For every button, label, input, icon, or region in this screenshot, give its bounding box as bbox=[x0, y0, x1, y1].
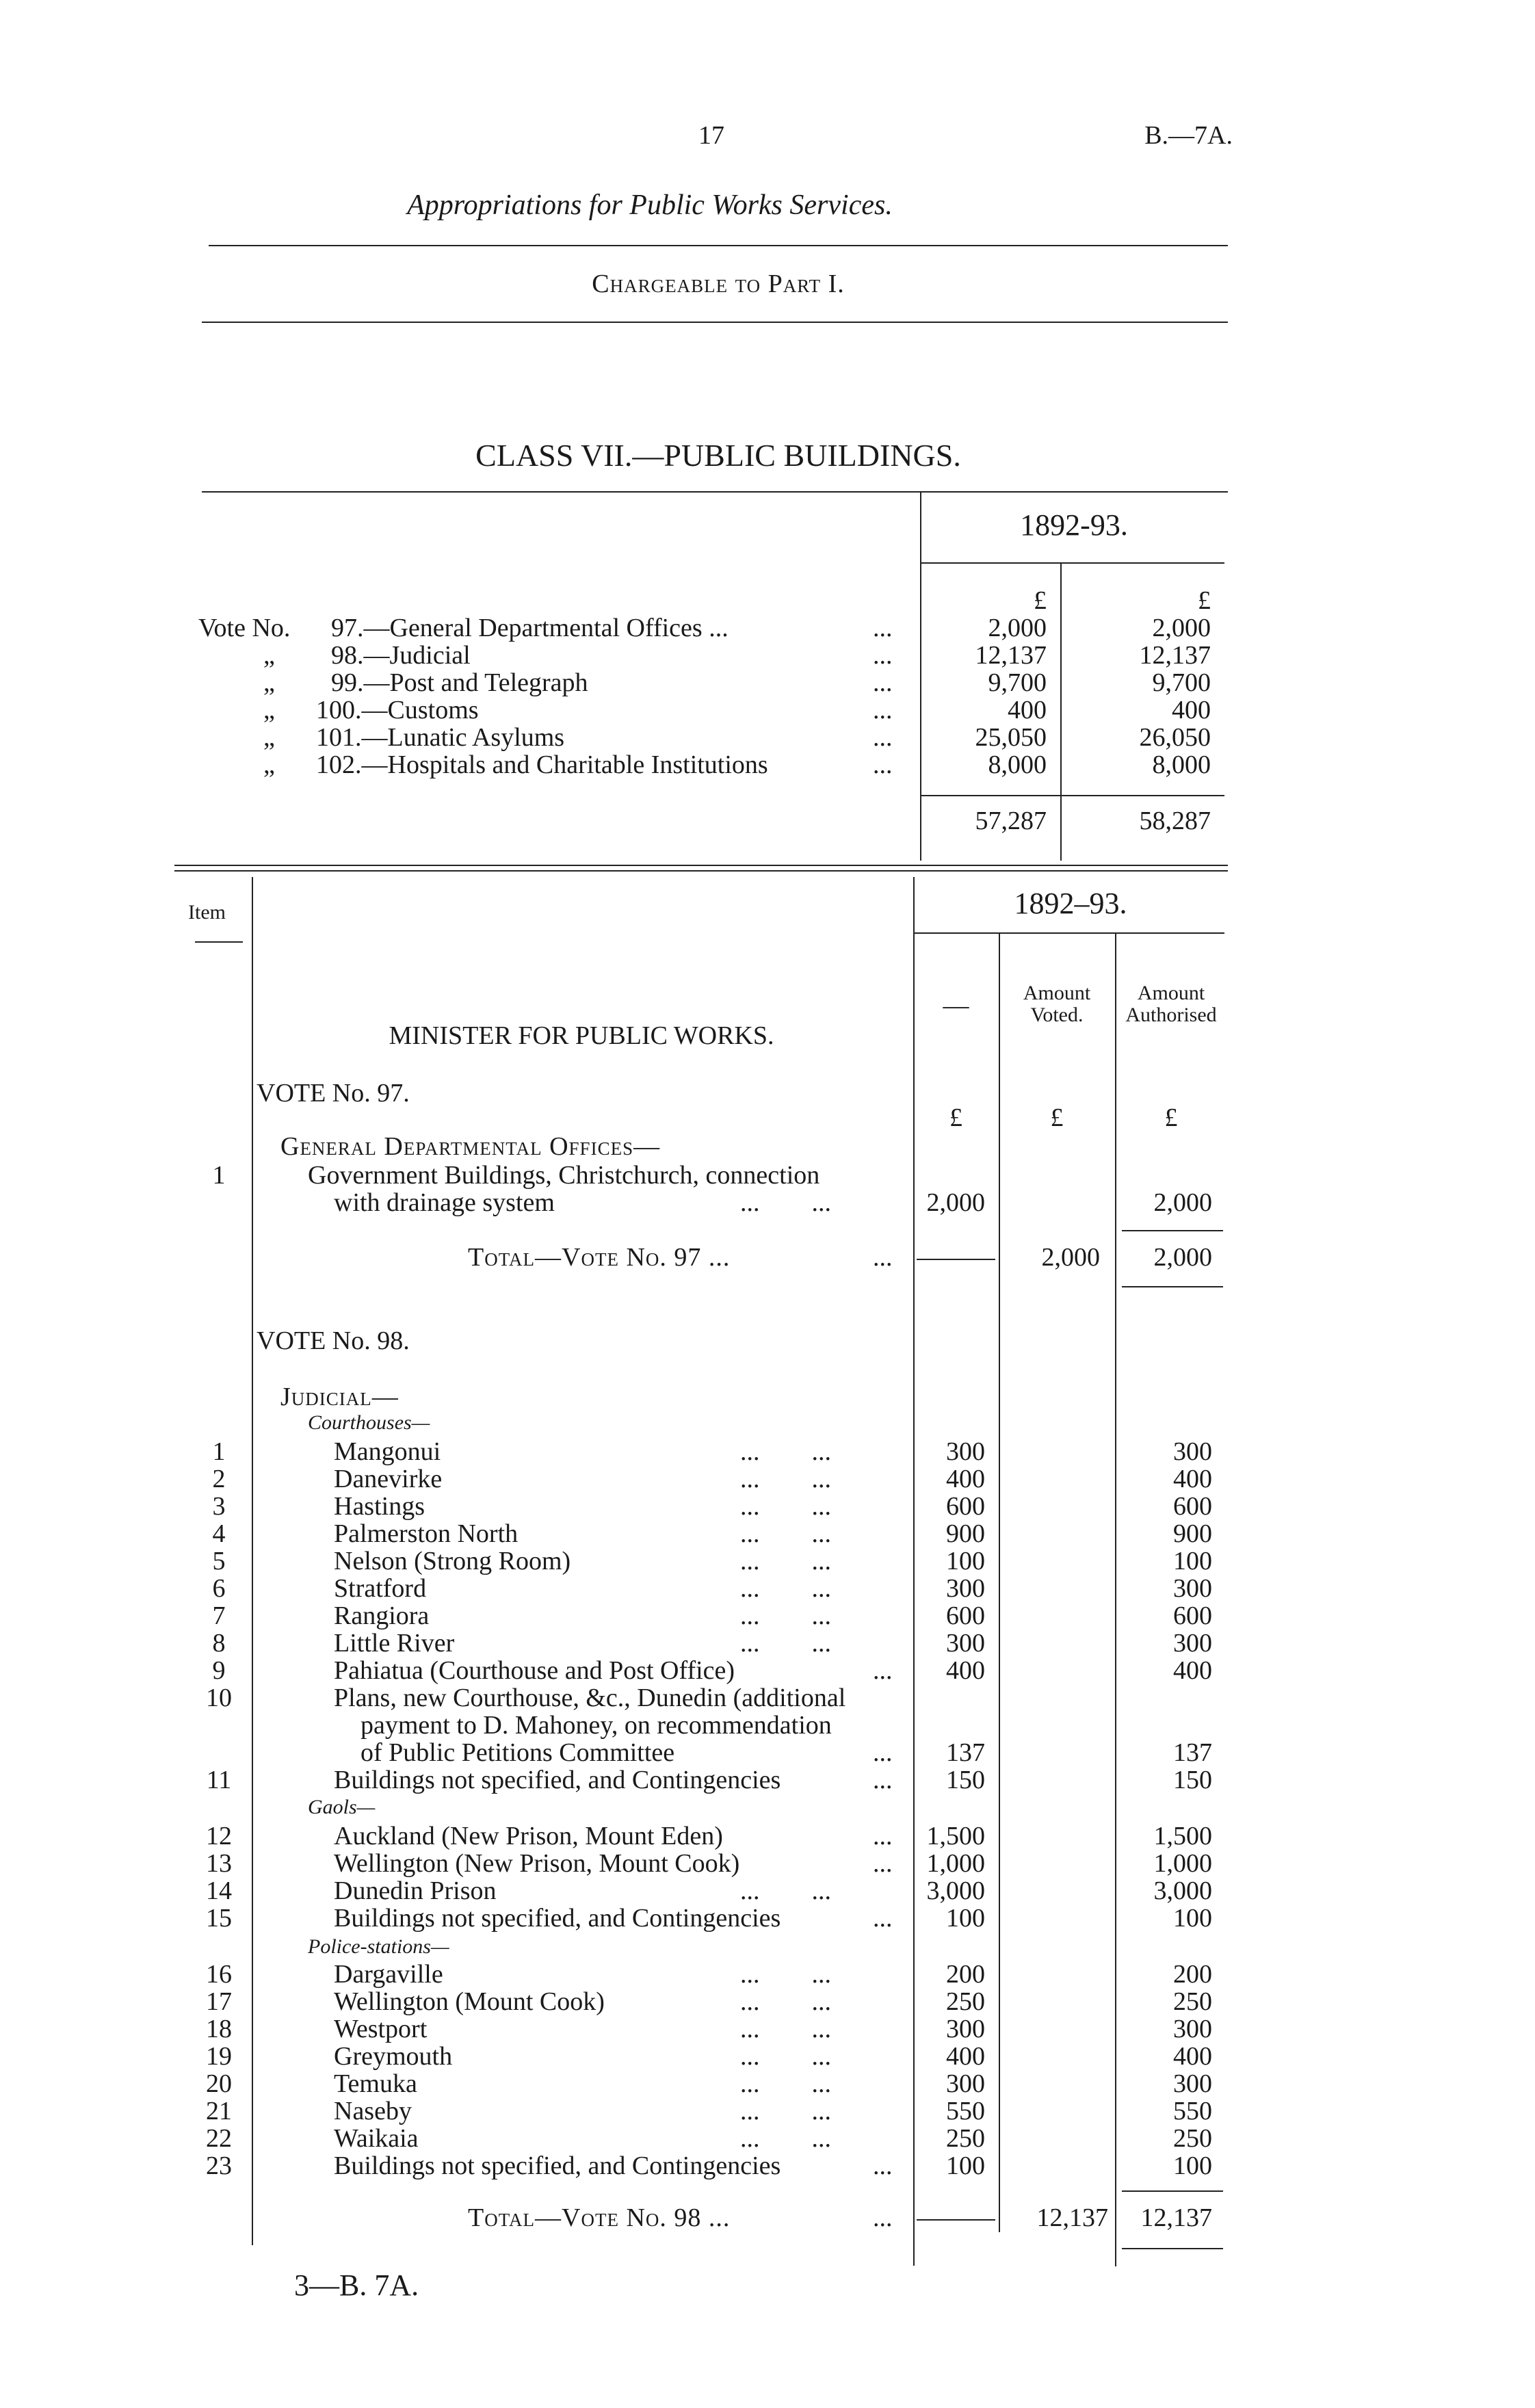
item-authorised: 300 bbox=[1173, 2015, 1212, 2043]
summary-top-rule bbox=[202, 491, 1228, 493]
col3-header-line2: Authorised bbox=[1125, 1004, 1217, 1026]
item-authorised: 100 bbox=[1173, 2151, 1212, 2180]
police-subheading: Police-stations— bbox=[308, 1935, 449, 1958]
item-authorised: 300 bbox=[1173, 1629, 1212, 1658]
summary-total-a: 57,287 bbox=[975, 807, 1047, 835]
item-leaders: ... ... bbox=[740, 1960, 831, 1989]
summary-divider-left bbox=[920, 491, 921, 861]
item-number: 20 bbox=[206, 2069, 232, 2098]
item-authorised: 300 bbox=[1173, 1574, 1212, 1603]
summary-bottom-rule-1 bbox=[174, 865, 1228, 866]
item-authorised: 900 bbox=[1173, 1519, 1212, 1548]
item-column-header: Item bbox=[188, 901, 226, 924]
item-number: 23 bbox=[206, 2151, 232, 2180]
item-leaders: ... ... bbox=[740, 2015, 831, 2043]
vote-97-total-authorised: 2,000 bbox=[1153, 1243, 1212, 1272]
summary-vote-amount-a: 25,050 bbox=[975, 723, 1047, 752]
item-name: Naseby bbox=[334, 2097, 412, 2125]
item-amount: 250 bbox=[946, 2124, 985, 2153]
item-11-authorised: 150 bbox=[1173, 1766, 1212, 1794]
item-leaders: ... ... bbox=[740, 1629, 831, 1658]
summary-subtotal-rule bbox=[920, 795, 1224, 796]
item-leaders: ... ... bbox=[740, 2042, 831, 2071]
item-leaders: ... bbox=[873, 2151, 893, 2180]
summary-vote-prefix: Vote No. bbox=[198, 614, 291, 642]
item-number: 21 bbox=[206, 2097, 232, 2125]
vote-98-total-voted: 12,137 bbox=[1036, 2203, 1108, 2232]
summary-vote-amount-a: 9,700 bbox=[988, 668, 1047, 697]
item-name: Stratford bbox=[334, 1574, 427, 1603]
item-10-line2: payment to D. Mahoney, on recommendation bbox=[360, 1711, 832, 1740]
item-name: Dargaville bbox=[334, 1960, 443, 1989]
item-number: 19 bbox=[206, 2042, 232, 2071]
item-amount: 1,000 bbox=[926, 1849, 985, 1878]
item-leaders: ... ... bbox=[740, 1876, 831, 1905]
item-authorised: 400 bbox=[1173, 1656, 1212, 1685]
summary-bottom-rule-2 bbox=[174, 870, 1228, 872]
summary-vote-prefix: „ bbox=[263, 668, 275, 697]
vote-97-item-no: 1 bbox=[212, 1161, 226, 1190]
summary-vote-amount-b: 12,137 bbox=[1139, 641, 1211, 670]
item-leaders: ... ... bbox=[740, 1437, 831, 1466]
item-leaders: ... ... bbox=[740, 1465, 831, 1493]
summary-vote-label: 100.—Customs bbox=[316, 696, 479, 724]
footer-signature: 3—B. 7A. bbox=[294, 2268, 419, 2302]
vote-98-total-dash bbox=[917, 2219, 995, 2221]
item-number: 12 bbox=[206, 1822, 232, 1850]
gaols-subheading: Gaols— bbox=[308, 1796, 376, 1818]
courthouses-subheading: Courthouses— bbox=[308, 1411, 430, 1434]
summary-vote-prefix: „ bbox=[263, 723, 275, 752]
summary-vote-amount-b: 8,000 bbox=[1152, 750, 1211, 779]
summary-year: 1892-93. bbox=[1020, 508, 1128, 542]
item-amount: 300 bbox=[946, 2069, 985, 2098]
page-number: 17 bbox=[698, 121, 724, 150]
item-10-no: 10 bbox=[206, 1684, 232, 1712]
item-number: 8 bbox=[212, 1629, 226, 1658]
item-amount: 400 bbox=[946, 2042, 985, 2071]
vote-97-authorised: 2,000 bbox=[1153, 1188, 1212, 1217]
item-leaders: ... ... bbox=[740, 1519, 831, 1548]
vote-98-total-rule bbox=[1122, 2248, 1223, 2249]
summary-vote-leaders: ... bbox=[873, 614, 893, 642]
item-amount: 200 bbox=[946, 1960, 985, 1989]
item-amount: 100 bbox=[946, 1904, 985, 1933]
vote-97-section: General Departmental Offices— bbox=[280, 1132, 661, 1161]
detail-year: 1892–93. bbox=[1014, 887, 1127, 920]
summary-vote-leaders: ... bbox=[873, 750, 893, 779]
item-11-no: 11 bbox=[206, 1766, 232, 1794]
item-name: Buildings not specified, and Contingencies bbox=[334, 1904, 781, 1933]
item-leaders: ... ... bbox=[740, 1492, 831, 1521]
vote-97-item-line2: with drainage system bbox=[334, 1188, 555, 1217]
vote-98-section: Judicial— bbox=[280, 1383, 399, 1411]
item-number: 7 bbox=[212, 1601, 226, 1630]
item-name: Pahiatua (Courthouse and Post Office) bbox=[334, 1656, 735, 1685]
summary-vote-amount-a: 400 bbox=[1008, 696, 1047, 724]
currency-col2: £ bbox=[1050, 1103, 1064, 1132]
item-leaders: ... ... bbox=[740, 1987, 831, 2016]
page-title: Appropriations for Public Works Services. bbox=[407, 189, 893, 221]
item-authorised: 1,000 bbox=[1153, 1849, 1212, 1878]
item-leaders: ... bbox=[873, 1822, 893, 1850]
item-amount: 100 bbox=[946, 2151, 985, 2180]
subtitle-rule bbox=[202, 322, 1228, 323]
item-number: 6 bbox=[212, 1574, 226, 1603]
item-amount: 100 bbox=[946, 1547, 985, 1575]
summary-vote-label: 97.—General Departmental Offices ... bbox=[331, 614, 729, 642]
item-authorised: 250 bbox=[1173, 1987, 1212, 2016]
item-name: Rangiora bbox=[334, 1601, 430, 1630]
vote-97-amount: 2,000 bbox=[926, 1188, 985, 1217]
item-authorised: 200 bbox=[1173, 1960, 1212, 1989]
vote-97-total-rule bbox=[1122, 1286, 1223, 1287]
summary-vote-amount-b: 9,700 bbox=[1152, 668, 1211, 697]
item-amount: 250 bbox=[946, 1987, 985, 2016]
item-number: 5 bbox=[212, 1547, 226, 1575]
item-leaders: ... bbox=[873, 1904, 893, 1933]
item-10-authorised: 137 bbox=[1173, 1738, 1212, 1767]
item-leaders: ... ... bbox=[740, 2097, 831, 2125]
item-number: 2 bbox=[212, 1465, 226, 1493]
item-name: Waikaia bbox=[334, 2124, 419, 2153]
item-number: 22 bbox=[206, 2124, 232, 2153]
item-authorised: 100 bbox=[1173, 1904, 1212, 1933]
item-name: Wellington (New Prison, Mount Cook) bbox=[334, 1849, 740, 1878]
item-name: Temuka bbox=[334, 2069, 417, 2098]
item-11-amount: 150 bbox=[946, 1766, 985, 1794]
item-authorised: 600 bbox=[1173, 1492, 1212, 1521]
summary-vote-label: 98.—Judicial bbox=[331, 641, 471, 670]
summary-vote-leaders: ... bbox=[873, 641, 893, 670]
summary-vote-prefix: „ bbox=[263, 750, 275, 779]
item-authorised: 250 bbox=[1173, 2124, 1212, 2153]
page-subtitle: Chargeable to Part I. bbox=[592, 270, 845, 298]
item-amount: 3,000 bbox=[926, 1876, 985, 1905]
item-amount: 600 bbox=[946, 1601, 985, 1630]
item-name: Danevirke bbox=[334, 1465, 443, 1493]
item-11-name: Buildings not specified, and Contingencies bbox=[334, 1766, 781, 1794]
item-leaders: ... ... bbox=[740, 2069, 831, 2098]
summary-vote-leaders: ... bbox=[873, 723, 893, 752]
summary-vote-amount-b: 26,050 bbox=[1139, 723, 1211, 752]
item-authorised: 1,500 bbox=[1153, 1822, 1212, 1850]
detail-divider-desc bbox=[913, 877, 915, 2266]
item-10-line1: Plans, new Courthouse, &c., Dunedin (additional bbox=[334, 1684, 846, 1712]
item-number: 15 bbox=[206, 1904, 232, 1933]
summary-vote-amount-b: 2,000 bbox=[1152, 614, 1211, 642]
vote-98-total-label: Total—Vote No. 98 ... bbox=[468, 2203, 731, 2232]
col3-header-line1: Amount bbox=[1137, 982, 1205, 1004]
item-authorised: 550 bbox=[1173, 2097, 1212, 2125]
minister-heading: MINISTER FOR PUBLIC WORKS. bbox=[389, 1021, 774, 1050]
item-amount: 300 bbox=[946, 1574, 985, 1603]
item-name: Mangonui bbox=[334, 1437, 441, 1466]
vote-98-total-authorised: 12,137 bbox=[1140, 2203, 1212, 2232]
item-amount: 900 bbox=[946, 1519, 985, 1548]
item-header-rule bbox=[195, 941, 243, 943]
document-reference: B.—7A. bbox=[1144, 121, 1233, 150]
vote-97-auth-rule bbox=[1122, 1230, 1223, 1231]
item-authorised: 3,000 bbox=[1153, 1876, 1212, 1905]
summary-divider-mid bbox=[1060, 562, 1062, 861]
summary-vote-label: 101.—Lunatic Asylums bbox=[316, 723, 565, 752]
vote-98-total-leaders: ... bbox=[873, 2203, 893, 2232]
item-number: 3 bbox=[212, 1492, 226, 1521]
item-11-leaders: ... bbox=[873, 1766, 893, 1794]
item-name: Auckland (New Prison, Mount Eden) bbox=[334, 1822, 723, 1850]
item-leaders: ... ... bbox=[740, 1547, 831, 1575]
item-10-leaders: ... bbox=[873, 1738, 893, 1767]
item-name: Nelson (Strong Room) bbox=[334, 1547, 571, 1575]
item-amount: 300 bbox=[946, 2015, 985, 2043]
item-number: 4 bbox=[212, 1519, 226, 1548]
item-authorised: 600 bbox=[1173, 1601, 1212, 1630]
item-amount: 1,500 bbox=[926, 1822, 985, 1850]
item-leaders: ... ... bbox=[740, 2124, 831, 2153]
item-leaders: ... ... bbox=[740, 1601, 831, 1630]
item-name: Hastings bbox=[334, 1492, 425, 1521]
col1-header: — bbox=[943, 991, 969, 1020]
vote-97-item-line1: Government Buildings, Christchurch, connection bbox=[308, 1161, 820, 1190]
class-title: CLASS VII.—PUBLIC BUILDINGS. bbox=[475, 438, 961, 473]
item-amount: 300 bbox=[946, 1629, 985, 1658]
item-name: Dunedin Prison bbox=[334, 1876, 497, 1905]
summary-vote-amount-a: 12,137 bbox=[975, 641, 1047, 670]
item-leaders: ... bbox=[873, 1849, 893, 1878]
item-amount: 400 bbox=[946, 1656, 985, 1685]
item-number: 13 bbox=[206, 1849, 232, 1878]
summary-currency-a: £ bbox=[1034, 586, 1047, 615]
item-amount: 400 bbox=[946, 1465, 985, 1493]
summary-vote-label: 99.—Post and Telegraph bbox=[331, 668, 588, 697]
item-number: 18 bbox=[206, 2015, 232, 2043]
currency-col1: £ bbox=[949, 1103, 962, 1132]
summary-vote-amount-a: 2,000 bbox=[988, 614, 1047, 642]
summary-currency-b: £ bbox=[1198, 586, 1211, 615]
summary-vote-leaders: ... bbox=[873, 696, 893, 724]
summary-vote-label: 102.—Hospitals and Charitable Institutions bbox=[316, 750, 768, 779]
item-number: 1 bbox=[212, 1437, 226, 1466]
summary-year-rule bbox=[920, 562, 1224, 564]
vote-97-heading: VOTE No. 97. bbox=[257, 1079, 410, 1108]
item-number: 9 bbox=[212, 1656, 226, 1685]
summary-vote-prefix: „ bbox=[263, 641, 275, 670]
item-name: Westport bbox=[334, 2015, 428, 2043]
item-amount: 550 bbox=[946, 2097, 985, 2125]
detail-divider-item bbox=[252, 877, 253, 2245]
col2-header-line1: Amount bbox=[1023, 982, 1091, 1004]
item-authorised: 300 bbox=[1173, 2069, 1212, 2098]
vote-98-heading: VOTE No. 98. bbox=[257, 1326, 410, 1355]
item-leaders: ... bbox=[873, 1656, 893, 1685]
vote-97-total-voted: 2,000 bbox=[1041, 1243, 1100, 1272]
summary-vote-amount-a: 8,000 bbox=[988, 750, 1047, 779]
vote-97-total-leaders: ... bbox=[873, 1243, 893, 1272]
item-name: Buildings not specified, and Contingencies bbox=[334, 2151, 781, 2180]
item-name: Little River bbox=[334, 1629, 455, 1658]
item-name: Greymouth bbox=[334, 2042, 453, 2071]
detail-year-rule bbox=[913, 932, 1224, 934]
item-10-line3: of Public Petitions Committee bbox=[360, 1738, 675, 1767]
item-authorised: 100 bbox=[1173, 1547, 1212, 1575]
item-authorised: 400 bbox=[1173, 2042, 1212, 2071]
item-amount: 600 bbox=[946, 1492, 985, 1521]
item-name: Palmerston North bbox=[334, 1519, 519, 1548]
summary-vote-leaders: ... bbox=[873, 668, 893, 697]
summary-vote-prefix: „ bbox=[263, 696, 275, 724]
item-10-amount: 137 bbox=[946, 1738, 985, 1767]
item-number: 16 bbox=[206, 1960, 232, 1989]
vote-97-total-label: Total—Vote No. 97 ... bbox=[468, 1243, 731, 1272]
item-amount: 300 bbox=[946, 1437, 985, 1466]
summary-vote-amount-b: 400 bbox=[1172, 696, 1211, 724]
item-name: Wellington (Mount Cook) bbox=[334, 1987, 605, 2016]
item-authorised: 300 bbox=[1173, 1437, 1212, 1466]
col2-header-line2: Voted. bbox=[1030, 1004, 1084, 1026]
item-number: 14 bbox=[206, 1876, 232, 1905]
summary-total-b: 58,287 bbox=[1139, 807, 1211, 835]
item-leaders: ... ... bbox=[740, 1574, 831, 1603]
currency-col3: £ bbox=[1164, 1103, 1178, 1132]
item-authorised: 400 bbox=[1173, 1465, 1212, 1493]
vote-97-leaders: ... ... bbox=[740, 1188, 831, 1217]
vote-98-auth-rule bbox=[1122, 2190, 1223, 2192]
item-number: 17 bbox=[206, 1987, 232, 2016]
vote-97-total-dash bbox=[917, 1259, 995, 1260]
title-rule bbox=[209, 245, 1228, 246]
